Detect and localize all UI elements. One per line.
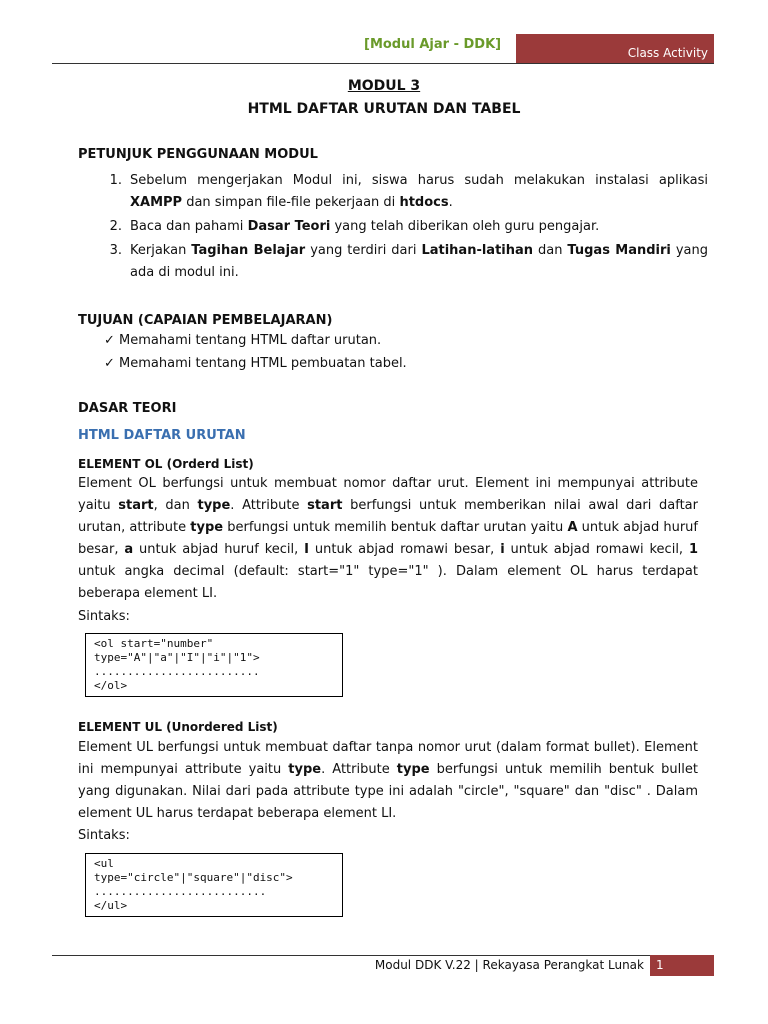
tujuan-item (104, 353, 407, 375)
petunjuk-list (78, 170, 708, 286)
header-activity-label: Class Activity (627, 46, 708, 60)
header-module-label: [Modul Ajar - DDK] (364, 37, 502, 52)
ol-heading: ELEMENT OL (Orderd List) (78, 457, 254, 471)
ul-sintaks-label: Sintaks: (78, 828, 130, 843)
footer-page-number: 1 (656, 958, 664, 972)
dasar-heading: DASAR TEORI (78, 401, 177, 416)
daftar-urutan-heading: HTML DAFTAR URUTAN (78, 428, 246, 443)
ol-paragraph: Element OL berfungsi untuk membuat nomor daftar urut. Element ini mempunyai attribute yaitu start, dan type. Attribute start berfungsi untuk memberikan nilai awal dari daftar urutan, attribute type berfungsi untuk memilih bentuk daftar urutan yaitu A untuk abjad huruf besar, a untuk abjad huruf kecil, I untuk abjad romawi besar, i untuk abjad romawi kecil, 1 untuk angka decimal (default: start="1" type="1" ). Dalam element OL harus terdapat beberapa element LI. (78, 476, 698, 601)
ul-heading: ELEMENT UL (Unordered List) (78, 720, 278, 734)
ol-code-block: <ol start="number" type="A"|"a"|"I"|"i"|"1"> ......................... </ol> (85, 633, 343, 697)
footer-text: Modul DDK V.22 | Rekayasa Perangkat Lunak (374, 958, 644, 972)
list-number: 1. (109, 173, 122, 188)
list-text: Sebelum mengerjakan Modul ini, siswa harus sudah melakukan instalasi aplikasi XAMPP dan simpan file-file pekerjaan di htdocs. (130, 173, 708, 210)
module-title: MODUL 3 (347, 78, 421, 94)
petunjuk-heading: PETUNJUK PENGGUNAAN MODUL (78, 147, 318, 162)
list-number: 2. (109, 219, 122, 234)
list-item (78, 170, 708, 214)
list-item (78, 216, 708, 238)
checkmark-icon: ✓ (104, 333, 120, 348)
footer-rule (52, 955, 714, 956)
header-rule (52, 63, 714, 64)
list-text: Baca dan pahami Dasar Teori yang telah diberikan oleh guru pengajar. (130, 219, 600, 234)
ul-code-block: <ul type="circle"|"square"|"disc"> .......................... </ul> (85, 853, 343, 917)
module-subtitle: HTML DAFTAR URUTAN DAN TABEL (247, 101, 521, 117)
ul-paragraph: Element UL berfungsi untuk membuat daftar tanpa nomor urut (dalam format bullet). Element ini mempunyai attribute yaitu type. Attribute type berfungsi untuk memilih bentuk bullet yang digunakan. Nilai dari pada attribute type ini adalah "circle", "square" dan "disc" . Dalam element UL harus terdapat beberapa element LI. (78, 740, 698, 821)
tujuan-heading: TUJUAN (CAPAIAN PEMBELAJARAN) (78, 313, 333, 328)
list-text: Kerjakan Tagihan Belajar yang terdiri dari Latihan-latihan dan Tugas Mandiri yang ada di modul ini. (130, 243, 709, 280)
ol-sintaks-label: Sintaks: (78, 609, 130, 624)
checkmark-icon: ✓ (104, 356, 120, 371)
list-item (78, 240, 708, 284)
tujuan-item (104, 330, 381, 352)
tujuan-text: Memahami tentang HTML daftar urutan. (119, 333, 382, 348)
list-number: 3. (109, 243, 122, 258)
tujuan-text: Memahami tentang HTML pembuatan tabel. (119, 356, 407, 371)
